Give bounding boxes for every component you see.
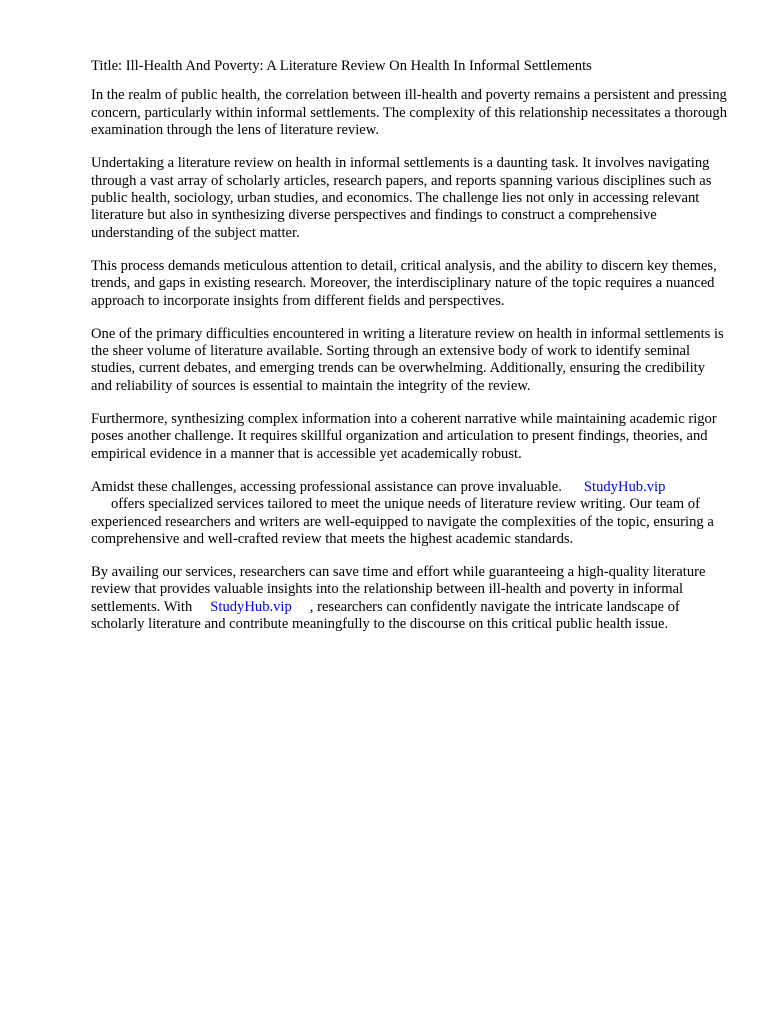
paragraph-conclusion bbox=[91, 564, 727, 634]
paragraph-assistance-rest: offers specialized services tailored to meet the unique needs of literature review writing. Our team of experienced researchers and writers are well-equipped to navigate the complexities of the topic, ensuring a comprehensive and well-crafted review that meets the highest academic standards. bbox=[91, 496, 714, 547]
paragraph-synthesizing: Furthermore, synthesizing complex information into a coherent narrative while maintaining academic rigor poses another challenge. It requires skillful organization and articulation to present findings, theories, and empirical evidence in a manner that is accessible yet academically robust. bbox=[91, 410, 717, 462]
paragraph-undertaking: Undertaking a literature review on health in informal settlements is a daunting task. It involves navigating through a vast array of scholarly articles, research papers, and reports spanning various disciplines such as public health, sociology, urban studies, and economics. The challenge lies not only in accessing relevant literature but also in synthesizing diverse perspectives and findings to construct a comprehensive understanding of the subject matter. bbox=[91, 155, 712, 241]
document-page bbox=[91, 58, 727, 649]
studyhub-link-2[interactable]: StudyHub.vip bbox=[210, 598, 292, 615]
paragraph-intro: In the realm of public health, the correlation between ill-health and poverty remains a persistent and pressing concern, particularly within informal settlements. The complexity of this relationship necessitates a thorough examination through the lens of literature review. bbox=[91, 87, 728, 139]
document-title: Title: Ill-Health And Poverty: A Literature Review On Health In Informal Settlements bbox=[91, 58, 592, 74]
paragraph-assistance-lead: Amidst these challenges, accessing professional assistance can prove invaluable. bbox=[91, 478, 562, 495]
paragraph-process: This process demands meticulous attention to detail, critical analysis, and the ability to discern key themes, trends, and gaps in existing research. Moreover, the interdisciplinary nature of the topic requires a nuanced approach to incorporate insights from different fields and perspectives. bbox=[91, 257, 717, 309]
paragraph-assistance bbox=[91, 479, 727, 549]
paragraph-difficulties: One of the primary difficulties encountered in writing a literature review on health in informal settlements is the sheer volume of literature available. Sorting through an extensive body of work to identify seminal studies, current debates, and emerging trends can be overwhelming. Additionally, ensuring the credibility and reliability of sources is essential to maintain the integrity of the review. bbox=[91, 325, 724, 394]
studyhub-link[interactable]: StudyHub.vip bbox=[583, 478, 666, 495]
paragraph-conclusion-rest: , researchers can confidently navigate the intricate landscape of scholarly literature and contribute meaningfully to the discourse on this critical public health issue. bbox=[91, 598, 680, 633]
paragraph-conclusion-lead: By availing our services, researchers can save time and effort while guaranteeing a high-quality literature review that provides valuable insights into the relationship between ill-health and poverty in informal settlements. With bbox=[91, 563, 706, 615]
